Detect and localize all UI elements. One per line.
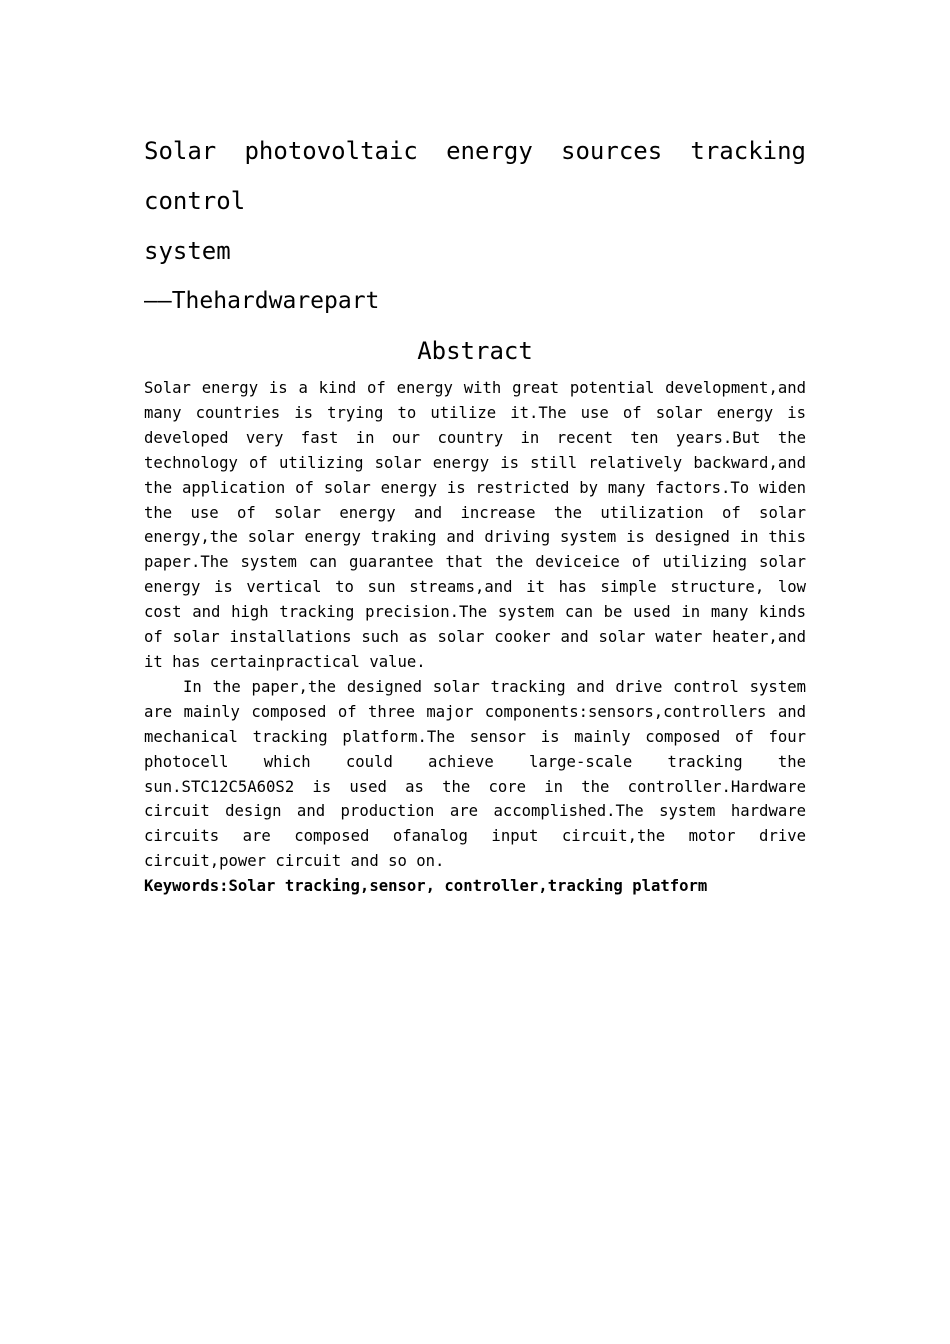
paper-subtitle: ——Thehardwarepart	[144, 288, 380, 314]
abstract-paragraph: In the paper,the designed solar tracking and drive control system are mainly composed of three major components:sensors,controllers and mechanical tracking platform.The sensor is mainly composed of four photocell which could achieve large-scale tracking the sun.STC12C5A60S2 is used as the core in the controller.Hardware circuit design and production are accomplished.The system hardware circuits are composed ofanalog input circuit,the motor drive circuit,power circuit and so on.	[144, 677, 806, 871]
keywords-line: Keywords:Solar tracking,sensor, controller,tracking platform	[144, 877, 708, 896]
abstract-heading: Abstract	[417, 337, 533, 365]
paper-title: Solar photovoltaic energy sources tracking control	[144, 137, 806, 215]
document-page	[144, 126, 806, 899]
abstract-paragraph: Solar energy is a kind of energy with great potential development,and many countries is trying to utilize it.The use of solar energy is developed very fast in our country in recent ten years.But the technology of utilizing solar energy is still relatively backward,and the application of solar energy is restricted by many factors.To widen the use of solar energy and increase the utilization of solar energy,the solar energy traking and driving system is designed in this paper.The system can guarantee that the deviceice of utilizing solar energy is vertical to sun streams,and it has simple structure, low cost and high tracking precision.The system can be used in many kinds of solar installations such as solar cooker and solar water heater,and it has certainpractical value.	[144, 379, 806, 671]
paper-title-continued: system	[144, 237, 231, 265]
